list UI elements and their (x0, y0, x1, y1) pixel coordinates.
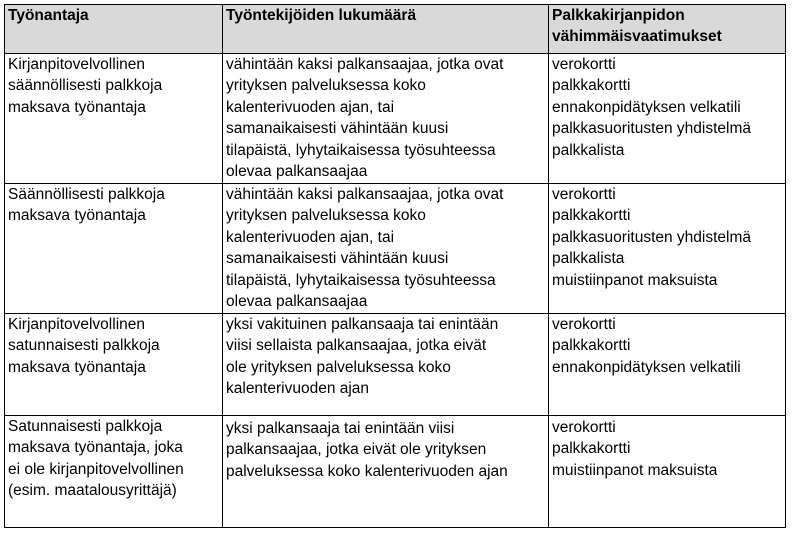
header-employer (5, 5, 223, 54)
header-line: Palkkakirjanpidon (552, 7, 685, 24)
table-header-row (5, 5, 786, 54)
cell-line: palkkasuoritusten yhdistelmä (552, 228, 752, 246)
cell-line: kalenterivuoden ajan (226, 380, 370, 398)
cell-line: palkkakortti (552, 77, 631, 95)
employee-count-cell (223, 416, 549, 528)
cell-line: maksava työnantaja (8, 207, 146, 225)
cell-line: ole yrityksen palveluksessa koko (226, 358, 451, 376)
cell-line: vähintään kaksi palkansaajaa, jotka ovat (226, 56, 504, 73)
employee-count-cell (223, 54, 549, 184)
employee-count-cell (223, 314, 549, 416)
cell-line: samanaikaisesti vähintään kuusi (226, 250, 449, 268)
header-line: Työnantaja (8, 7, 89, 24)
cell-line: muistiinpanot maksuista (552, 271, 718, 289)
header-line: Työntekijöiden lukumäärä (226, 7, 417, 24)
cell-line: palkansaajaa, jotka eivät ole yrityksen (226, 441, 487, 459)
cell-line: satunnaisesti palkkoja (8, 337, 160, 355)
header-line: vähimmäisvaatimukset (552, 28, 722, 46)
cell-line: maksava työnantaja (8, 98, 146, 116)
employee-count-cell (223, 184, 549, 314)
employer-cell (5, 184, 223, 314)
cell-line: muistiinpanot maksuista (552, 461, 718, 479)
cell-line: palkkakortti (552, 207, 631, 225)
table-row (5, 54, 786, 184)
cell-line: Säännöllisesti palkkoja (8, 186, 165, 203)
cell-line: olevaa palkansaajaa (226, 293, 368, 311)
cell-line: kalenterivuoden ajan, tai (226, 98, 395, 116)
cell-line: maksava työnantaja (8, 358, 146, 376)
employer-cell (5, 314, 223, 416)
cell-line: yksi vakituinen palkansaaja tai enintään (226, 316, 499, 333)
requirements-cell (549, 416, 786, 528)
cell-line: palkkakortti (552, 440, 631, 458)
cell-line: ei ole kirjanpitovelvollinen (8, 460, 184, 478)
cell-line: Kirjanpitovelvollinen (8, 56, 145, 73)
table-row (5, 416, 786, 528)
cell-line: palkkasuoritusten yhdistelmä (552, 120, 752, 138)
cell-line: Satunnaisesti palkkoja (8, 418, 163, 435)
cell-line: yrityksen palveluksessa koko (226, 207, 426, 225)
cell-line: verokortti (552, 56, 616, 73)
cell-line: ennakonpidätyksen velkatili (552, 98, 741, 116)
cell-line: maksava työnantaja, joka (8, 439, 183, 457)
payroll-requirements-table (4, 4, 786, 528)
cell-line: palkkalista (552, 141, 625, 159)
requirements-cell (549, 184, 786, 314)
header-minimum-requirements (549, 5, 786, 54)
cell-line: samanaikaisesti vähintään kuusi (226, 120, 449, 138)
cell-line: tilapäistä, lyhytaikaisessa työsuhteessa (226, 271, 496, 289)
requirements-cell (549, 314, 786, 416)
cell-line: yrityksen palveluksessa koko (226, 77, 426, 95)
cell-line: säännöllisesti palkkoja (8, 77, 163, 95)
cell-line: tilapäistä, lyhytaikaisessa työsuhteessa (226, 141, 496, 159)
cell-line: verokortti (552, 316, 616, 333)
employer-cell (5, 416, 223, 528)
cell-line: vähintään kaksi palkansaajaa, jotka ovat (226, 186, 504, 203)
cell-line: Kirjanpitovelvollinen (8, 316, 145, 333)
cell-line: olevaa palkansaajaa (226, 163, 368, 181)
cell-line: palkkakortti (552, 337, 631, 355)
cell-line: (esim. maatalousyrittäjä) (8, 482, 177, 500)
cell-line: palkkalista (552, 250, 625, 268)
requirements-cell (549, 54, 786, 184)
cell-line: verokortti (552, 186, 616, 203)
header-employee-count (223, 5, 549, 54)
cell-line: kalenterivuoden ajan, tai (226, 228, 395, 246)
cell-line: ennakonpidätyksen velkatili (552, 358, 741, 376)
table-row (5, 184, 786, 314)
table-row (5, 314, 786, 416)
employer-cell (5, 54, 223, 184)
cell-line: palveluksessa koko kalenterivuoden ajan (226, 462, 508, 480)
cell-line: yksi palkansaaja tai enintään viisi (226, 420, 455, 437)
cell-line: viisi sellaista palkansaajaa, jotka eivät (226, 337, 487, 355)
cell-line: verokortti (552, 419, 616, 436)
